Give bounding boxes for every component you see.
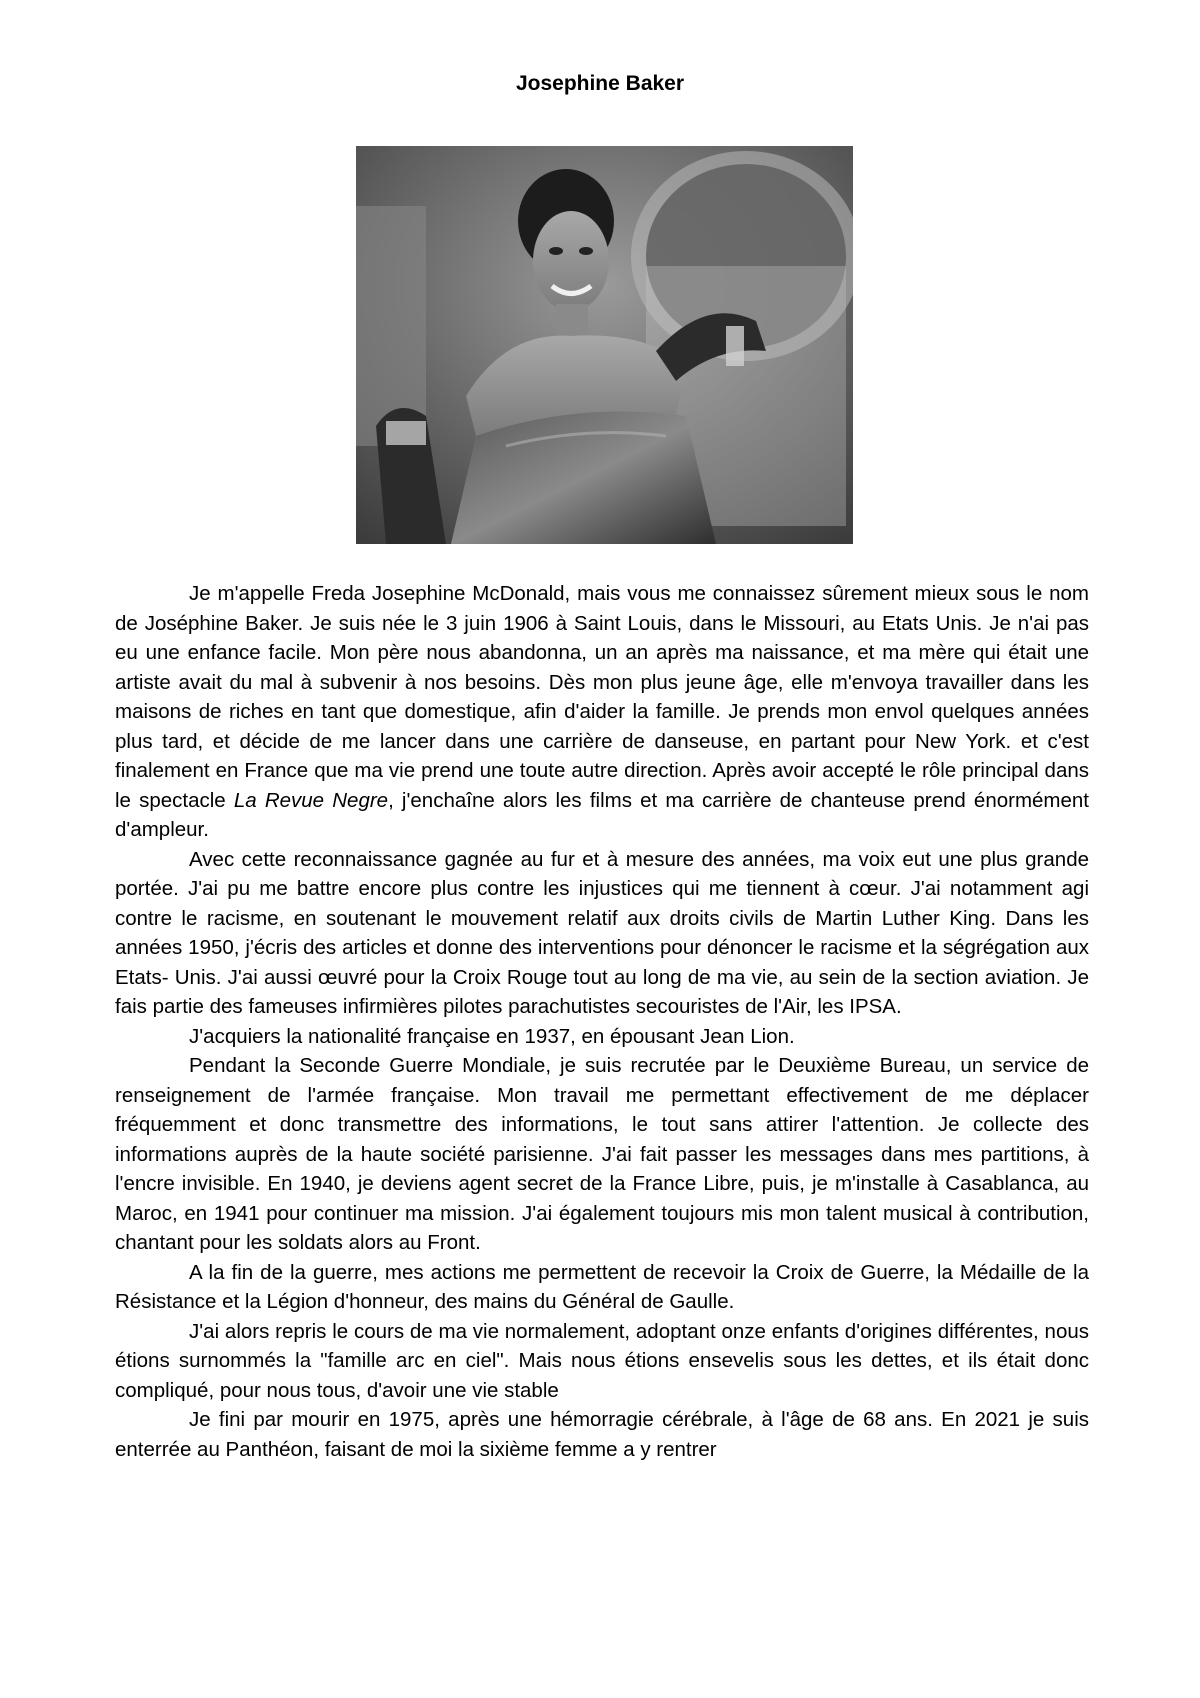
paragraph-1-text-end: , j'enchaîne alors les films et ma carrière de chanteuse prend énormément d'ampleur. [115,788,1090,841]
biography-text [115,579,1089,1464]
show-title: La Revue Negre [233,788,389,812]
paragraph-resistance: Pendant la Seconde Guerre Mondiale, je suis recrutée par le Deuxième Bureau, un service de renseignement de l'armée française. Mon travail me permettant effectivement de me déplacer fréquemment et donc transmettre des informations, le tout sans attirer l'attention. Je collecte des informations auprès de la haute société parisienne. J'ai fait passer les messages dans mes partitions, à l'encre invisible. En 1940, je deviens agent secret de la France Libre, puis, je m'installe à Casablanca, au Maroc, en 1941 pour continuer ma mission. J'ai également toujours mis mon talent musical à contribution, chantant pour les soldats alors au Front. [115,1054,1089,1254]
paragraph-nationality: J'acquiers la nationalité française en 1937, en épousant Jean Lion. [189,1024,795,1048]
paragraph-family: J'ai alors repris le cours de ma vie normalement, adoptant onze enfants d'origines différentes, nous étions surnommés la "famille arc en ciel". Mais nous étions ensevelis sous les dettes, et ils était donc compliqué, pour nous tous, d'avoir une vie stable [115,1319,1089,1402]
paragraph-early-life [115,579,1089,845]
portrait-illustration [356,146,853,544]
paragraph-1-text: Je m'appelle Freda Josephine McDonald, mais vous me connaissez sûrement mieux sous le nom de Joséphine Baker. Je suis née le 3 juin 1906 à Saint Louis, dans le Missouri, au Etats Unis. Je n'ai pas eu une enfance facile. Mon père nous abandonna, un an après ma naissance, et ma mère qui était une artiste avait du mal à subvenir à nos besoins. Dès mon plus jeune âge, elle m'envoya travailler dans les maisons de riches en tant que domestique, afin d'aider la famille. Je prends mon envol quelques années plus tard, et décide de me lancer dans une carrière de danseuse, en partant pour New York. et c'est finalement en France que ma vie prend une toute autre direction. Après avoir accepté le rôle principal dans le spectacle [115,582,1089,812]
portrait-photo [356,146,853,544]
paragraph-activism: Avec cette reconnaissance gagnée au fur et à mesure des années, ma voix eut une plus grande portée. J'ai pu me battre encore plus contre les injustices qui me tiennent à cœur. J'ai notamment agi contre le racisme, en soutenant le mouvement relatif aux droits civils de Martin Luther King. Dans les années 1950, j'écris des articles et donne des interventions pour dénoncer le racisme et la ségrégation aux Etats- Unis. J'ai aussi œuvré pour la Croix Rouge tout au long de ma vie, au sein de la section aviation. Je fais partie des fameuses infirmières pilotes parachutistes secouristes de l'Air, les IPSA. [115,847,1089,1018]
page-title: Josephine Baker [515,72,685,95]
paragraph-death: Je fini par mourir en 1975, après une hémorragie cérébrale, à l'âge de 68 ans. En 2021 je suis enterrée au Panthéon, faisant de moi la sixième femme a y rentrer [115,1408,1089,1461]
paragraph-honors: A la fin de la guerre, mes actions me permettent de recevoir la Croix de Guerre, la Médaille de la Résistance et la Légion d'honneur, des mains du Général de Gaulle. [115,1260,1089,1313]
